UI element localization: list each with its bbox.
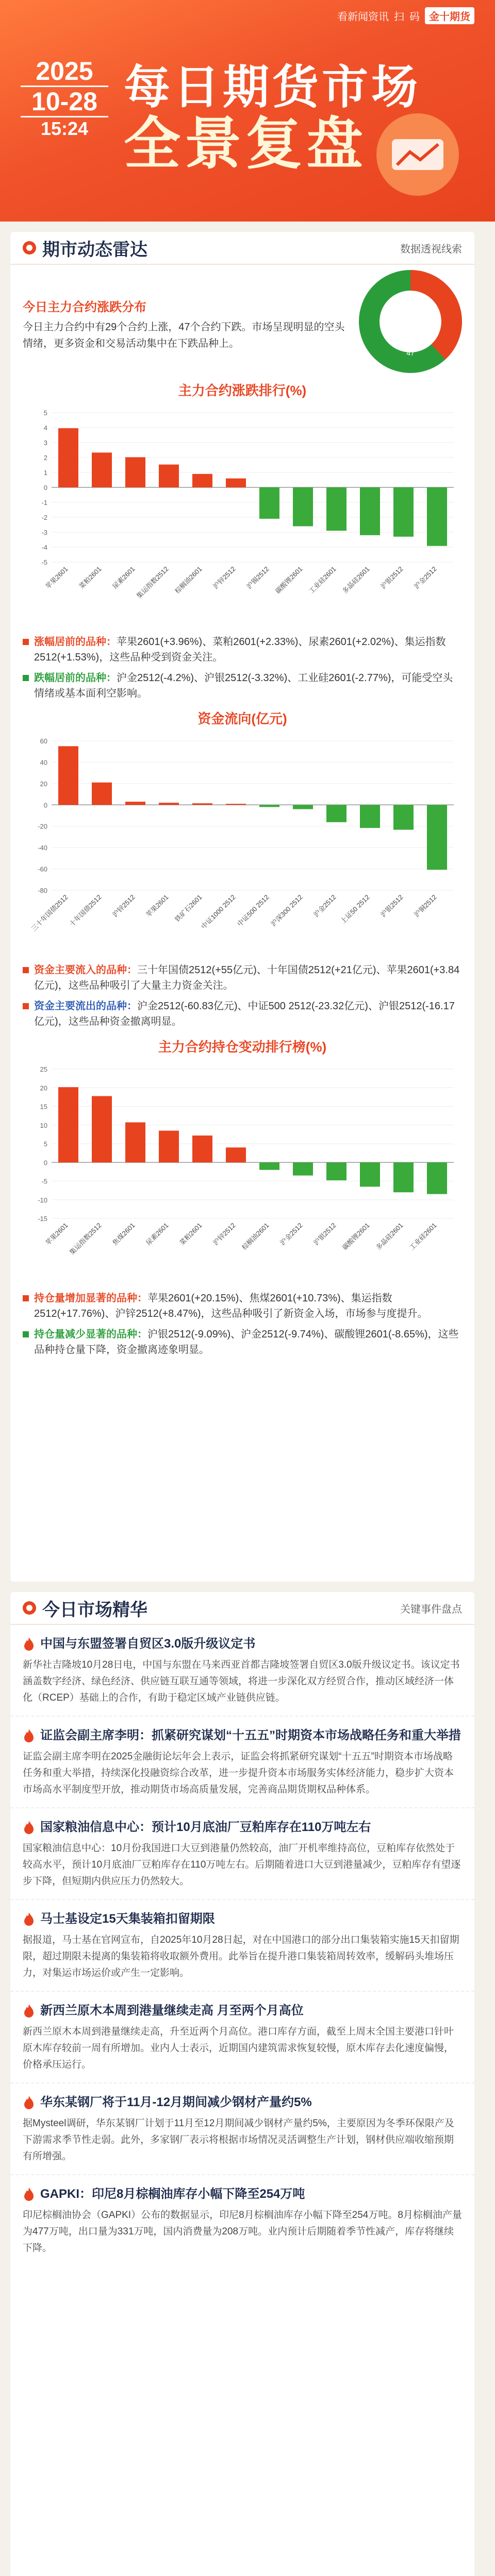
x-tick-label: 菜粕2601 bbox=[178, 1221, 204, 1247]
news-item[interactable] bbox=[10, 1900, 474, 1992]
radar-title-text: 期市动态雷达 bbox=[42, 240, 147, 260]
news-item-title: 证监会副主席李明：抓紧研究谋划“十五五”时期资本市场战略任务和重大举措 bbox=[40, 1728, 461, 1742]
x-tick-label: 沪银2512 bbox=[379, 565, 405, 590]
radar-subtitle: 数据透视线索 bbox=[400, 243, 462, 255]
radar-section bbox=[10, 232, 474, 1582]
bullet-text: 沪银2512(-9.09%)、沪金2512(-9.74%)、碳酸锂2601(-8.65%)，这些品种持仓量下降，资金撤离迹象明显。 bbox=[34, 1329, 459, 1355]
bar bbox=[326, 805, 346, 822]
bullet-label: 持仓量减少显著的品种： bbox=[34, 1329, 147, 1340]
y-tick-label: 25 bbox=[40, 1065, 47, 1073]
bar bbox=[427, 487, 447, 546]
bar bbox=[226, 804, 246, 805]
change-bullets bbox=[10, 634, 474, 701]
pie-up-label: 上涨合约 bbox=[396, 294, 425, 302]
bar bbox=[293, 805, 313, 809]
news-item-title: 华东某钢厂将于11月-12月期间减少钢材产量约5% bbox=[40, 2095, 312, 2109]
hero-title-line2: 全景复盘 bbox=[124, 112, 367, 176]
y-tick-label: 20 bbox=[40, 1084, 47, 1092]
x-tick-label: 沪金2512 bbox=[278, 1221, 304, 1247]
y-tick-label: 2 bbox=[43, 454, 47, 462]
bar bbox=[393, 1162, 414, 1192]
y-tick-label: -20 bbox=[38, 822, 47, 831]
news-item-body: 新华社吉隆坡10月28日电，中国与东盟在马来西亚首都吉隆坡签署自贸区3.0版升级议定书。该议定书涵盖数字经济、绿色经济、供应链互联互通等领域，将进一步深化双方经贸合作，推动区域经济一体化（RCEP）基础上的合作，有助于稳定区域产业链供应链。 bbox=[23, 1659, 460, 1703]
bar bbox=[360, 1162, 380, 1187]
radar-title bbox=[23, 235, 147, 261]
pie-down-value: 47 bbox=[406, 349, 415, 357]
hero-banner bbox=[0, 0, 495, 222]
analysis-bullet bbox=[23, 998, 462, 1029]
news-item-title: GAPKI：印尼8月棕榈油库存小幅下降至254万吨 bbox=[40, 2187, 305, 2201]
hero-top-bar bbox=[337, 7, 474, 24]
bar bbox=[58, 1087, 78, 1162]
news-item-head bbox=[23, 1635, 462, 1653]
y-tick-label: -40 bbox=[38, 844, 47, 852]
bar bbox=[125, 457, 145, 487]
bullet-label: 资金主要流入的品种： bbox=[34, 964, 137, 976]
bar bbox=[427, 805, 447, 870]
bar bbox=[293, 1162, 313, 1175]
x-tick-label: 碳酸锂2601 bbox=[340, 1221, 371, 1252]
date-box bbox=[21, 57, 108, 140]
y-tick-label: 1 bbox=[43, 469, 47, 477]
oi-bullets bbox=[10, 1291, 474, 1358]
news-item-body: 新西兰原木本周到港量继续走高，升至近两个月高位。港口库存方面，截至上周末全国主要港口针叶原木库存较前一周有所增加。业内人士表示，近期国内建筑需求恢复较慢，原木库存去化速度偏慢，价格承压运行。 bbox=[23, 2026, 454, 2070]
bar bbox=[393, 487, 414, 537]
hero-decoration-icon bbox=[361, 103, 474, 206]
overview-block bbox=[10, 265, 474, 373]
x-tick-label: 沪锡2512 bbox=[245, 565, 271, 590]
news-item-head bbox=[23, 1727, 462, 1744]
hero-top-text2: 码 bbox=[409, 11, 420, 23]
x-tick-label: 苹果2601 bbox=[44, 565, 70, 590]
hero-title-line1: 每日期货市场 bbox=[124, 62, 421, 113]
radar-header bbox=[10, 232, 474, 265]
x-tick-label: 棕榈油2601 bbox=[173, 565, 204, 596]
overview-text: 今日主力合约中有29个合约上涨，47个合约下跌。市场呈现明显的空头情绪，更多资金和交易活动集中在下跌品种上。 bbox=[23, 321, 345, 349]
x-tick-label: 三十年国债2512 bbox=[29, 893, 70, 933]
bullet-square-icon bbox=[23, 1295, 29, 1301]
bar bbox=[393, 805, 414, 829]
bar bbox=[259, 1162, 279, 1170]
news-item-head bbox=[23, 2002, 462, 2020]
news-title bbox=[23, 1596, 147, 1621]
bullet-label: 持仓量增加显著的品种： bbox=[34, 1293, 147, 1304]
x-tick-label: 中证500 2512 bbox=[236, 893, 271, 928]
x-tick-label: 沪银2512 bbox=[312, 1221, 338, 1247]
change-chart-title: 主力合约涨跌排行(%) bbox=[178, 383, 307, 398]
y-tick-label: 5 bbox=[43, 409, 47, 417]
flame-icon bbox=[23, 2095, 35, 2110]
x-tick-label: 多晶硅2601 bbox=[340, 565, 371, 596]
hero-top-text: 看新闻资讯 bbox=[337, 11, 389, 23]
news-subtitle: 关键事件盘点 bbox=[400, 1603, 462, 1615]
bar bbox=[427, 1162, 447, 1194]
news-item-title: 中国与东盟签署自贸区3.0版升级议定书 bbox=[40, 1637, 256, 1651]
x-tick-label: 焦煤2601 bbox=[111, 1221, 137, 1247]
bullet-square-icon bbox=[23, 675, 29, 681]
news-item[interactable] bbox=[10, 2175, 474, 2266]
section-dot-icon bbox=[23, 1601, 36, 1615]
news-title-text: 今日市场精华 bbox=[42, 1600, 147, 1620]
x-tick-label: 工业硅2601 bbox=[307, 565, 338, 596]
x-tick-label: 沪锌2512 bbox=[211, 565, 237, 590]
analysis-bullet bbox=[23, 1291, 462, 1321]
news-item-title: 新西兰原木本周到港量继续走高 月至两个月高位 bbox=[40, 2004, 304, 2018]
flame-icon bbox=[23, 1912, 35, 1926]
bar bbox=[259, 805, 279, 807]
bar bbox=[92, 783, 112, 805]
x-tick-label: 沪银2512 bbox=[379, 893, 405, 919]
flow-bullets bbox=[10, 962, 474, 1029]
bullet-label: 资金主要流出的品种： bbox=[34, 1001, 137, 1012]
bullet-square-icon bbox=[23, 639, 29, 645]
analysis-bullet bbox=[23, 670, 462, 701]
bar bbox=[293, 487, 313, 526]
news-item-head bbox=[23, 2185, 462, 2203]
x-tick-label: 沪金2512 bbox=[312, 893, 338, 919]
news-item-head bbox=[23, 1819, 462, 1836]
distribution-pie-chart bbox=[359, 270, 462, 373]
hero-top-sep: 扫 bbox=[394, 11, 404, 23]
bar bbox=[92, 1096, 112, 1162]
news-item-head bbox=[23, 2094, 462, 2111]
news-item-body: 据报道，马士基在官网宣布，自2025年10月28日起，对在中国港口的部分出口集装箱实施15天扣留期限，超过期限未提离的集装箱将收取额外费用。此举旨在提升港口集装箱周转效率，缓解码头堆场压力，对集运市场运价或产生一定影响。 bbox=[23, 1935, 459, 1978]
x-tick-label: 棕榈油2601 bbox=[240, 1221, 271, 1252]
bar bbox=[159, 465, 179, 487]
x-tick-label: 尿素2601 bbox=[144, 1221, 170, 1247]
bar bbox=[326, 1162, 346, 1180]
y-tick-label: -2 bbox=[41, 514, 47, 521]
x-tick-label: 沪深300 2512 bbox=[269, 893, 304, 928]
bar bbox=[326, 487, 346, 531]
bullet-text: 苹果2601(+20.15%)、焦煤2601(+10.73%)、集运指数2512(+17.76%)、沪锌2512(+8.47%)，这些品种吸引了新资金入场，市场参与度提升。 bbox=[34, 1293, 428, 1319]
y-tick-label: 0 bbox=[43, 484, 47, 492]
bullet-text: 沪金2512(-60.83亿元)、中证500 2512(-23.32亿元)、沪银2512(-16.17亿元)，这些品种资金撤离明显。 bbox=[34, 1001, 455, 1027]
news-item[interactable] bbox=[10, 2083, 474, 2175]
flame-icon bbox=[23, 1728, 35, 1743]
x-tick-label: 集运指数2512 bbox=[68, 1221, 103, 1257]
bullet-square-icon bbox=[23, 1003, 29, 1009]
flame-icon bbox=[23, 2004, 35, 2018]
x-tick-label: 铁矿石2601 bbox=[173, 893, 204, 924]
x-tick-label: 菜粕2601 bbox=[77, 565, 103, 590]
y-tick-label: 10 bbox=[40, 1121, 47, 1129]
y-tick-label: 4 bbox=[43, 424, 47, 432]
y-tick-label: -5 bbox=[41, 558, 47, 566]
y-tick-label: 5 bbox=[43, 1140, 47, 1148]
y-tick-label: -1 bbox=[41, 499, 47, 506]
analysis-bullet bbox=[23, 962, 462, 993]
bar bbox=[125, 1122, 145, 1162]
bar bbox=[125, 802, 145, 805]
y-tick-label: 15 bbox=[40, 1103, 47, 1111]
news-item-body: 国家粮油信息中心：10月份我国进口大豆到港量仍然较高，油厂开机率维持高位，豆粕库存依然处于较高水平，预计10月底油厂豆粕库存在110万吨左右。后期随着进口大豆到港量减少，豆粕库存有望逐步下降，但短期内供应压力仍然较大。 bbox=[23, 1843, 461, 1887]
x-tick-label: 尿素2601 bbox=[111, 565, 137, 590]
pie-up-value: 29 bbox=[406, 302, 415, 311]
news-item[interactable] bbox=[10, 1992, 474, 2083]
analysis-bullet bbox=[23, 1327, 462, 1358]
y-tick-label: -4 bbox=[41, 544, 47, 551]
flame-icon bbox=[23, 1820, 35, 1835]
news-item[interactable] bbox=[10, 1717, 474, 1808]
x-tick-label: 碳酸锂2601 bbox=[273, 565, 304, 596]
bar bbox=[259, 487, 279, 519]
date-time: 15:24 bbox=[21, 116, 108, 140]
y-tick-label: -15 bbox=[38, 1215, 47, 1223]
news-item-title: 马士基设定15天集装箱扣留期限 bbox=[40, 1912, 215, 1926]
bullet-square-icon bbox=[23, 967, 29, 973]
x-tick-label: 上证50 2512 bbox=[339, 893, 371, 925]
y-tick-label: 20 bbox=[40, 779, 47, 788]
x-tick-label: 集运指数2512 bbox=[135, 565, 170, 600]
flow-chart-title: 资金流向(亿元) bbox=[197, 711, 287, 726]
news-item-title: 国家粮油信息中心：预计10月底油厂豆粕库存在110万吨左右 bbox=[40, 1820, 371, 1834]
news-section bbox=[10, 1592, 474, 2576]
y-tick-label: -60 bbox=[38, 865, 47, 873]
section-dot-icon bbox=[23, 241, 36, 255]
bar bbox=[159, 803, 179, 805]
y-tick-label: -5 bbox=[41, 1177, 47, 1185]
bar bbox=[159, 1131, 179, 1163]
oi-chart-title: 主力合约持仓变动排行榜(%) bbox=[158, 1039, 327, 1055]
bullet-text: 三十年国债2512(+55亿元)、十年国债2512(+21亿元)、苹果2601(+3.84亿元)，这些品种吸引了大量主力资金关注。 bbox=[34, 964, 460, 991]
bar bbox=[192, 803, 212, 805]
y-tick-label: 0 bbox=[43, 1159, 47, 1167]
flame-icon bbox=[23, 1637, 35, 1651]
bar bbox=[360, 487, 380, 535]
x-tick-label: 沪铜2512 bbox=[412, 893, 438, 919]
bullet-text: 沪金2512(-4.2%)、沪银2512(-3.32%)、工业硅2601(-2.77%)，可能受空头情绪或基本面利空影响。 bbox=[34, 672, 453, 699]
x-tick-label: 中证1000 2512 bbox=[200, 893, 237, 930]
x-tick-label: 工业硅2601 bbox=[407, 1221, 438, 1252]
y-tick-label: -3 bbox=[41, 529, 47, 536]
bar bbox=[92, 452, 112, 487]
date-month-day: 10-28 bbox=[21, 86, 108, 116]
analysis-bullet bbox=[23, 634, 462, 665]
change-bar-chart bbox=[21, 402, 464, 629]
news-item[interactable] bbox=[10, 1808, 474, 1900]
y-tick-label: 60 bbox=[40, 737, 47, 745]
y-tick-label: -80 bbox=[38, 887, 47, 894]
flame-icon bbox=[23, 2187, 35, 2201]
news-item-body: 印尼棕榈油协会（GAPKI）公布的数据显示，印尼8月棕榈油库存小幅下降至254万吨。8月棕榈油产量为477万吨，出口量为331万吨，国内消费量为208万吨。业内预计后期随着季节性减产，库存将继续下降。 bbox=[23, 2210, 462, 2253]
x-tick-label: 苹果2601 bbox=[44, 1221, 70, 1247]
flow-bar-chart bbox=[21, 731, 464, 957]
news-item-body: 据Mysteel调研，华东某钢厂计划于11月至12月期间减少钢材产量约5%，主要原因为冬季环保限产及下游需求季节性走弱。此外，多家钢厂表示将根据市场情况灵活调整生产计划，钢材供应端收缩预期有所增强。 bbox=[23, 2118, 454, 2162]
news-item-head bbox=[23, 1910, 462, 1928]
x-tick-label: 多晶硅2601 bbox=[374, 1221, 405, 1252]
x-tick-label: 苹果2601 bbox=[144, 893, 170, 919]
y-tick-label: 40 bbox=[40, 758, 47, 767]
news-header bbox=[10, 1592, 474, 1625]
x-tick-label: 沪金2512 bbox=[412, 565, 438, 590]
bullet-text: 苹果2601(+3.96%)、菜粕2601(+2.33%)、尿素2601(+2.02%)、集运指数2512(+1.53%)，这些品种受到资金关注。 bbox=[34, 636, 446, 663]
x-tick-label: 沪锌2512 bbox=[111, 893, 137, 919]
bullet-square-icon bbox=[23, 1331, 29, 1337]
bar bbox=[226, 1147, 246, 1162]
bullet-label: 涨幅居前的品种： bbox=[34, 636, 117, 648]
bar bbox=[192, 1136, 212, 1162]
date-year: 2025 bbox=[36, 57, 93, 86]
bar bbox=[360, 805, 380, 828]
y-tick-label: 0 bbox=[43, 801, 47, 809]
overview-title: 今日主力合约涨跌分布 bbox=[23, 300, 146, 314]
news-item-body: 证监会副主席李明在2025金融街论坛年会上表示，证监会将抓紧研究谋划“十五五”时期资本市场战略任务和重大举措，持续深化投融资综合改革，进一步提升资本市场服务实体经济能力，稳步扩大资本市场高水平制度型开放，推动期货市场高质量发展，完善商品期货期权品种体系。 bbox=[23, 1751, 454, 1795]
y-tick-label: -10 bbox=[38, 1196, 47, 1204]
bar bbox=[192, 474, 212, 487]
brand-logo[interactable]: 金十期货 bbox=[425, 7, 474, 24]
news-item[interactable] bbox=[10, 1625, 474, 1717]
y-tick-label: 3 bbox=[43, 439, 47, 447]
pie-down-label: 下跌合约 bbox=[396, 341, 425, 349]
x-tick-label: 沪锌2512 bbox=[211, 1221, 237, 1247]
x-tick-label: 十年国债2512 bbox=[68, 893, 103, 928]
bar bbox=[58, 428, 78, 487]
bar bbox=[226, 479, 246, 487]
bar bbox=[58, 746, 78, 805]
bullet-label: 跌幅居前的品种： bbox=[34, 672, 117, 684]
oi-bar-chart bbox=[21, 1059, 464, 1285]
news-list bbox=[10, 1625, 474, 2266]
